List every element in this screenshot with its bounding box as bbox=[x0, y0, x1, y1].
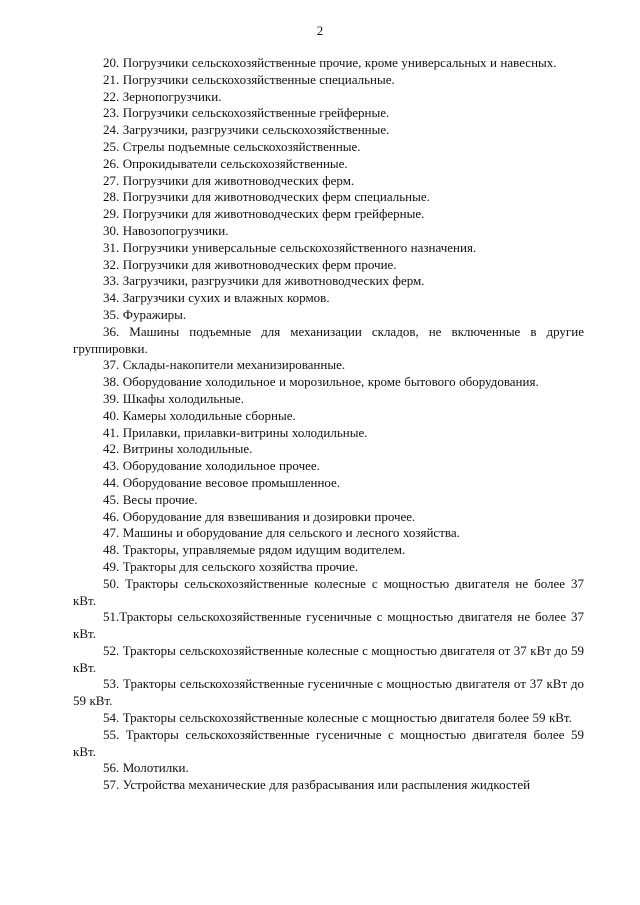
list-item: 32. Погрузчики для животноводческих ферм прочие. bbox=[103, 256, 397, 272]
list-item: 20. Погрузчики сельскохозяйственные прочие, кроме универсальных и навесных. bbox=[103, 55, 557, 70]
list-item: 57. Устройства механические для разбрасывания или распыления жидкостей bbox=[103, 777, 531, 793]
document-body bbox=[73, 55, 584, 794]
list-item: 49. Тракторы для сельского хозяйства прочие. bbox=[103, 558, 359, 574]
list-item: 23. Погрузчики сельскохозяйственные грейферные. bbox=[103, 105, 390, 121]
list-item: 21. Погрузчики сельскохозяйственные специальные. bbox=[103, 71, 395, 87]
list-item: 37. Склады-накопители механизированные. bbox=[103, 357, 346, 373]
list-item: 44. Оборудование весовое промышленное. bbox=[103, 474, 341, 490]
list-item: 55. Тракторы сельскохозяйственные гусеничные с мощностью двигателя более 59 кВт. bbox=[73, 726, 584, 759]
list-item: 22. Зернопогрузчики. bbox=[103, 88, 222, 104]
list-item: 34. Загрузчики сухих и влажных кормов. bbox=[103, 290, 330, 306]
list-item: 27. Погрузчики для животноводческих ферм. bbox=[103, 172, 355, 188]
list-item: 28. Погрузчики для животноводческих ферм специальные. bbox=[103, 189, 430, 205]
list-item: 56. Молотилки. bbox=[103, 760, 189, 776]
list-item: 52. Тракторы сельскохозяйственные колесные с мощностью двигателя от 37 кВт до 59 кВт. bbox=[73, 642, 584, 675]
list-item: 38. Оборудование холодильное и морозильное, кроме бытового оборудования. bbox=[103, 374, 539, 390]
list-item: 50. Тракторы сельскохозяйственные колесные с мощностью двигателя не более 37 кВт. bbox=[73, 575, 584, 608]
list-item: 33. Загрузчики, разгрузчики для животноводческих ферм. bbox=[103, 273, 425, 289]
list-item: 25. Стрелы подъемные сельскохозяйственные. bbox=[103, 138, 361, 154]
list-item: 31. Погрузчики универсальные сельскохозяйственного назначения. bbox=[103, 239, 477, 255]
list-item: 30. Навозопогрузчики. bbox=[103, 222, 229, 238]
list-item: 48. Тракторы, управляемые рядом идущим водителем. bbox=[103, 542, 406, 558]
list-item: 26. Опрокидыватели сельскохозяйственные. bbox=[103, 155, 348, 171]
list-item: 24. Загрузчики, разгрузчики сельскохозяйственные. bbox=[103, 122, 390, 138]
list-item: 54. Тракторы сельскохозяйственные колесные с мощностью двигателя более 59 кВт. bbox=[103, 710, 572, 726]
list-item: 39. Шкафы холодильные. bbox=[103, 390, 244, 406]
list-item: 45. Весы прочие. bbox=[103, 491, 198, 507]
list-item: 41. Прилавки, прилавки-витрины холодильные. bbox=[103, 424, 368, 440]
list-item: 47. Машины и оборудование для сельского и лесного хозяйства. bbox=[103, 525, 460, 541]
page-number: 2 bbox=[316, 23, 324, 38]
list-item: 46. Оборудование для взвешивания и дозировки прочее. bbox=[103, 508, 416, 524]
list-item: 53. Тракторы сельскохозяйственные гусеничные с мощностью двигателя от 37 кВт до 59 кВт. bbox=[73, 676, 584, 709]
list-item: 29. Погрузчики для животноводческих ферм грейферные. bbox=[103, 206, 425, 222]
list-item: 40. Камеры холодильные сборные. bbox=[103, 407, 296, 423]
list-item: 35. Фуражиры. bbox=[103, 306, 187, 322]
list-item: 43. Оборудование холодильное прочее. bbox=[103, 458, 320, 474]
list-item: 42. Витрины холодильные. bbox=[103, 441, 253, 457]
list-item: 51.Тракторы сельскохозяйственные гусеничные с мощностью двигателя не более 37 кВт. bbox=[73, 609, 584, 642]
list-item: 36. Машины подъемные для механизации складов, не включенные в другие группировки. bbox=[73, 323, 584, 356]
